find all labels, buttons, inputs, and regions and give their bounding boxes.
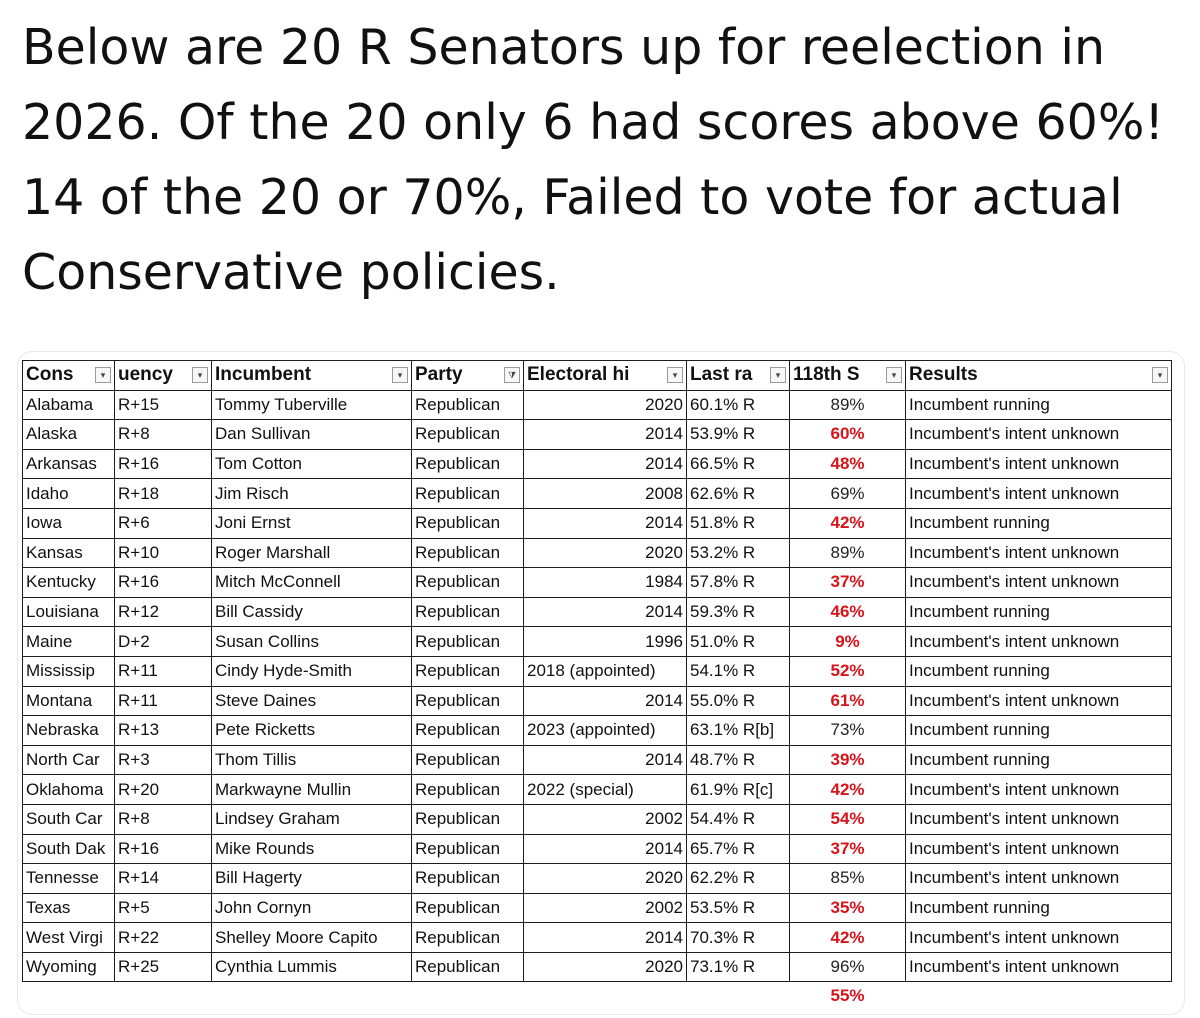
result-cell: Incumbent's intent unknown bbox=[906, 775, 1172, 805]
pvi-cell: R+11 bbox=[115, 656, 212, 686]
electoral-history-cell: 2008 bbox=[524, 479, 687, 509]
header-label: uency bbox=[118, 364, 173, 386]
incumbent-cell: Joni Ernst bbox=[212, 508, 412, 538]
pvi-cell: R+14 bbox=[115, 864, 212, 894]
last-race-cell: 65.7% R bbox=[687, 834, 790, 864]
last-race-cell: 55.0% R bbox=[687, 686, 790, 716]
result-cell: Incumbent's intent unknown bbox=[906, 834, 1172, 864]
state-cell: Wyoming bbox=[23, 952, 115, 982]
electoral-history-cell: 2014 bbox=[524, 745, 687, 775]
filter-dropdown-icon[interactable]: ▾ bbox=[1152, 367, 1168, 383]
party-cell: Republican bbox=[412, 804, 524, 834]
result-cell: Incumbent's intent unknown bbox=[906, 804, 1172, 834]
header-label: Cons bbox=[26, 364, 74, 386]
pvi-cell: R+13 bbox=[115, 716, 212, 746]
incumbent-cell: Mike Rounds bbox=[212, 834, 412, 864]
electoral-history-cell: 2020 bbox=[524, 390, 687, 420]
score-cell: 73% bbox=[790, 716, 906, 746]
empty-cell bbox=[687, 982, 790, 1011]
state-cell: Kentucky bbox=[23, 568, 115, 598]
electoral-history-cell: 2020 bbox=[524, 538, 687, 568]
pvi-cell: R+8 bbox=[115, 804, 212, 834]
score-cell: 35% bbox=[790, 893, 906, 923]
score-cell: 52% bbox=[790, 656, 906, 686]
state-cell: Tennesse bbox=[23, 864, 115, 894]
filter-dropdown-icon[interactable]: ▾ bbox=[770, 367, 786, 383]
last-race-cell: 53.2% R bbox=[687, 538, 790, 568]
party-cell: Republican bbox=[412, 893, 524, 923]
table-row bbox=[23, 923, 1172, 953]
incumbent-cell: Susan Collins bbox=[212, 627, 412, 657]
incumbent-cell: Thom Tillis bbox=[212, 745, 412, 775]
state-cell: Alabama bbox=[23, 390, 115, 420]
incumbent-cell: Roger Marshall bbox=[212, 538, 412, 568]
score-cell: 42% bbox=[790, 508, 906, 538]
score-cell: 42% bbox=[790, 923, 906, 953]
state-cell: West Virgi bbox=[23, 923, 115, 953]
party-cell: Republican bbox=[412, 568, 524, 598]
last-race-cell: 66.5% R bbox=[687, 449, 790, 479]
score-cell: 37% bbox=[790, 834, 906, 864]
electoral-history-cell: 2014 bbox=[524, 923, 687, 953]
pvi-cell: R+25 bbox=[115, 952, 212, 982]
last-race-cell: 61.9% R[c] bbox=[687, 775, 790, 805]
electoral-history-cell: 2023 (appointed) bbox=[524, 716, 687, 746]
score-cell: 85% bbox=[790, 864, 906, 894]
score-cell: 89% bbox=[790, 538, 906, 568]
electoral-history-cell: 1996 bbox=[524, 627, 687, 657]
state-cell: South Car bbox=[23, 804, 115, 834]
pvi-cell: R+12 bbox=[115, 597, 212, 627]
col-118th-score-header bbox=[790, 361, 906, 391]
tweet-text: Below are 20 R Senators up for reelection in 2026. Of the 20 only 6 had scores above 60%! 14 of the 20 or 70%, Failed to vote for actual Conservative policies. bbox=[22, 19, 1165, 301]
last-race-cell: 60.1% R bbox=[687, 390, 790, 420]
electoral-history-cell: 2014 bbox=[524, 834, 687, 864]
party-cell: Republican bbox=[412, 627, 524, 657]
pvi-cell: R+10 bbox=[115, 538, 212, 568]
score-cell: 9% bbox=[790, 627, 906, 657]
table-row bbox=[23, 745, 1172, 775]
header-label: 118th S bbox=[793, 364, 860, 386]
party-cell: Republican bbox=[412, 479, 524, 509]
state-cell: South Dak bbox=[23, 834, 115, 864]
average-score-cell: 55% bbox=[830, 986, 865, 1006]
pvi-cell: R+16 bbox=[115, 834, 212, 864]
party-cell: Republican bbox=[412, 686, 524, 716]
party-cell: Republican bbox=[412, 834, 524, 864]
state-cell: Kansas bbox=[23, 538, 115, 568]
score-cell: 96% bbox=[790, 952, 906, 982]
party-cell: Republican bbox=[412, 952, 524, 982]
col-electoral-history-header bbox=[524, 361, 687, 391]
table-row bbox=[23, 804, 1172, 834]
incumbent-cell: Steve Daines bbox=[212, 686, 412, 716]
table-row bbox=[23, 449, 1172, 479]
result-cell: Incumbent's intent unknown bbox=[906, 568, 1172, 598]
incumbent-cell: Pete Ricketts bbox=[212, 716, 412, 746]
result-cell: Incumbent's intent unknown bbox=[906, 864, 1172, 894]
pvi-cell: R+16 bbox=[115, 449, 212, 479]
last-race-cell: 57.8% R bbox=[687, 568, 790, 598]
score-cell: 46% bbox=[790, 597, 906, 627]
party-cell: Republican bbox=[412, 420, 524, 450]
incumbent-cell: Bill Cassidy bbox=[212, 597, 412, 627]
table-row bbox=[23, 568, 1172, 598]
score-cell: 60% bbox=[790, 420, 906, 450]
table-row bbox=[23, 656, 1172, 686]
filter-dropdown-icon[interactable]: ▾ bbox=[95, 367, 111, 383]
electoral-history-cell: 2014 bbox=[524, 686, 687, 716]
last-race-cell: 53.9% R bbox=[687, 420, 790, 450]
party-cell: Republican bbox=[412, 508, 524, 538]
header-label: Incumbent bbox=[215, 364, 312, 386]
empty-cell bbox=[524, 982, 687, 1011]
result-cell: Incumbent running bbox=[906, 745, 1172, 775]
score-cell: 69% bbox=[790, 479, 906, 509]
result-cell: Incumbent running bbox=[906, 390, 1172, 420]
last-race-cell: 73.1% R bbox=[687, 952, 790, 982]
incumbent-cell: Cindy Hyde-Smith bbox=[212, 656, 412, 686]
party-cell: Republican bbox=[412, 390, 524, 420]
header-row bbox=[23, 361, 1172, 391]
result-cell: Incumbent's intent unknown bbox=[906, 420, 1172, 450]
electoral-history-cell: 2018 (appointed) bbox=[524, 656, 687, 686]
incumbent-cell: Markwayne Mullin bbox=[212, 775, 412, 805]
party-cell: Republican bbox=[412, 656, 524, 686]
party-cell: Republican bbox=[412, 775, 524, 805]
state-cell: Idaho bbox=[23, 479, 115, 509]
senators-table bbox=[22, 360, 1172, 1010]
last-race-cell: 53.5% R bbox=[687, 893, 790, 923]
incumbent-cell: Tommy Tuberville bbox=[212, 390, 412, 420]
table-row bbox=[23, 627, 1172, 657]
state-cell: Maine bbox=[23, 627, 115, 657]
result-cell: Incumbent running bbox=[906, 656, 1172, 686]
last-race-cell: 51.0% R bbox=[687, 627, 790, 657]
pvi-cell: R+3 bbox=[115, 745, 212, 775]
state-cell: Mississip bbox=[23, 656, 115, 686]
party-cell: Republican bbox=[412, 449, 524, 479]
result-cell: Incumbent's intent unknown bbox=[906, 449, 1172, 479]
incumbent-cell: John Cornyn bbox=[212, 893, 412, 923]
electoral-history-cell: 2020 bbox=[524, 864, 687, 894]
table-row bbox=[23, 420, 1172, 450]
table-row bbox=[23, 716, 1172, 746]
state-cell: Texas bbox=[23, 893, 115, 923]
table-row bbox=[23, 864, 1172, 894]
table-row bbox=[23, 893, 1172, 923]
col-party-header bbox=[412, 361, 524, 391]
last-race-cell: 62.6% R bbox=[687, 479, 790, 509]
score-cell: 48% bbox=[790, 449, 906, 479]
last-race-cell: 70.3% R bbox=[687, 923, 790, 953]
col-incumbent-header bbox=[212, 361, 412, 391]
score-cell: 89% bbox=[790, 390, 906, 420]
electoral-history-cell: 2020 bbox=[524, 952, 687, 982]
table-row bbox=[23, 775, 1172, 805]
table-row bbox=[23, 597, 1172, 627]
empty-cell bbox=[23, 982, 115, 1011]
table-row bbox=[23, 538, 1172, 568]
empty-cell bbox=[412, 982, 524, 1011]
pvi-cell: D+2 bbox=[115, 627, 212, 657]
table-row bbox=[23, 508, 1172, 538]
electoral-history-cell: 2002 bbox=[524, 893, 687, 923]
result-cell: Incumbent's intent unknown bbox=[906, 923, 1172, 953]
filter-dropdown-icon[interactable]: ▾ bbox=[192, 367, 208, 383]
party-cell: Republican bbox=[412, 716, 524, 746]
header-label: Party bbox=[415, 364, 463, 386]
state-cell: Iowa bbox=[23, 508, 115, 538]
last-race-cell: 54.4% R bbox=[687, 804, 790, 834]
incumbent-cell: Cynthia Lummis bbox=[212, 952, 412, 982]
electoral-history-cell: 2014 bbox=[524, 597, 687, 627]
pvi-cell: R+15 bbox=[115, 390, 212, 420]
state-cell: Oklahoma bbox=[23, 775, 115, 805]
result-cell: Incumbent running bbox=[906, 597, 1172, 627]
table-row bbox=[23, 952, 1172, 982]
pvi-cell: R+20 bbox=[115, 775, 212, 805]
last-race-cell: 51.8% R bbox=[687, 508, 790, 538]
score-cell: 37% bbox=[790, 568, 906, 598]
table-row bbox=[23, 479, 1172, 509]
header-label: Last ra bbox=[690, 364, 753, 386]
pvi-cell: R+22 bbox=[115, 923, 212, 953]
filter-dropdown-icon[interactable]: ▾ bbox=[667, 367, 683, 383]
spreadsheet-image bbox=[18, 352, 1184, 1014]
average-row bbox=[23, 982, 1172, 1011]
incumbent-cell: Bill Hagerty bbox=[212, 864, 412, 894]
pvi-cell: R+8 bbox=[115, 420, 212, 450]
party-cell: Republican bbox=[412, 923, 524, 953]
result-cell: Incumbent running bbox=[906, 508, 1172, 538]
electoral-history-cell: 1984 bbox=[524, 568, 687, 598]
last-race-cell: 54.1% R bbox=[687, 656, 790, 686]
empty-cell bbox=[212, 982, 412, 1011]
pvi-cell: R+11 bbox=[115, 686, 212, 716]
last-race-cell: 48.7% R bbox=[687, 745, 790, 775]
col-constituency-b-header bbox=[115, 361, 212, 391]
col-results-header bbox=[906, 361, 1172, 391]
pvi-cell: R+16 bbox=[115, 568, 212, 598]
last-race-cell: 62.2% R bbox=[687, 864, 790, 894]
score-cell: 39% bbox=[790, 745, 906, 775]
result-cell: Incumbent's intent unknown bbox=[906, 952, 1172, 982]
incumbent-cell: Jim Risch bbox=[212, 479, 412, 509]
state-cell: Alaska bbox=[23, 420, 115, 450]
electoral-history-cell: 2014 bbox=[524, 449, 687, 479]
score-cell: 61% bbox=[790, 686, 906, 716]
result-cell: Incumbent's intent unknown bbox=[906, 479, 1172, 509]
incumbent-cell: Shelley Moore Capito bbox=[212, 923, 412, 953]
empty-cell bbox=[115, 982, 212, 1011]
electoral-history-cell: 2014 bbox=[524, 508, 687, 538]
last-race-cell: 59.3% R bbox=[687, 597, 790, 627]
score-cell: 54% bbox=[790, 804, 906, 834]
pvi-cell: R+18 bbox=[115, 479, 212, 509]
incumbent-cell: Lindsey Graham bbox=[212, 804, 412, 834]
filter-active-icon[interactable]: ⧩ bbox=[504, 367, 520, 383]
table-row bbox=[23, 686, 1172, 716]
last-race-cell: 63.1% R[b] bbox=[687, 716, 790, 746]
state-cell: Louisiana bbox=[23, 597, 115, 627]
result-cell: Incumbent's intent unknown bbox=[906, 627, 1172, 657]
state-cell: Montana bbox=[23, 686, 115, 716]
party-cell: Republican bbox=[412, 864, 524, 894]
pvi-cell: R+6 bbox=[115, 508, 212, 538]
filter-dropdown-icon[interactable]: ▾ bbox=[886, 367, 902, 383]
result-cell: Incumbent running bbox=[906, 716, 1172, 746]
table-row bbox=[23, 390, 1172, 420]
party-cell: Republican bbox=[412, 745, 524, 775]
col-constituency-a-header bbox=[23, 361, 115, 391]
electoral-history-cell: 2002 bbox=[524, 804, 687, 834]
result-cell: Incumbent's intent unknown bbox=[906, 538, 1172, 568]
table-row bbox=[23, 834, 1172, 864]
state-cell: Nebraska bbox=[23, 716, 115, 746]
electoral-history-cell: 2022 (special) bbox=[524, 775, 687, 805]
filter-dropdown-icon[interactable]: ▾ bbox=[392, 367, 408, 383]
col-last-race-header bbox=[687, 361, 790, 391]
score-cell: 42% bbox=[790, 775, 906, 805]
header-label: Electoral hi bbox=[527, 364, 630, 386]
incumbent-cell: Dan Sullivan bbox=[212, 420, 412, 450]
state-cell: North Car bbox=[23, 745, 115, 775]
result-cell: Incumbent's intent unknown bbox=[906, 686, 1172, 716]
result-cell: Incumbent running bbox=[906, 893, 1172, 923]
party-cell: Republican bbox=[412, 538, 524, 568]
incumbent-cell: Mitch McConnell bbox=[212, 568, 412, 598]
empty-cell bbox=[906, 982, 1172, 1011]
electoral-history-cell: 2014 bbox=[524, 420, 687, 450]
pvi-cell: R+5 bbox=[115, 893, 212, 923]
state-cell: Arkansas bbox=[23, 449, 115, 479]
incumbent-cell: Tom Cotton bbox=[212, 449, 412, 479]
header-label: Results bbox=[909, 364, 978, 386]
party-cell: Republican bbox=[412, 597, 524, 627]
